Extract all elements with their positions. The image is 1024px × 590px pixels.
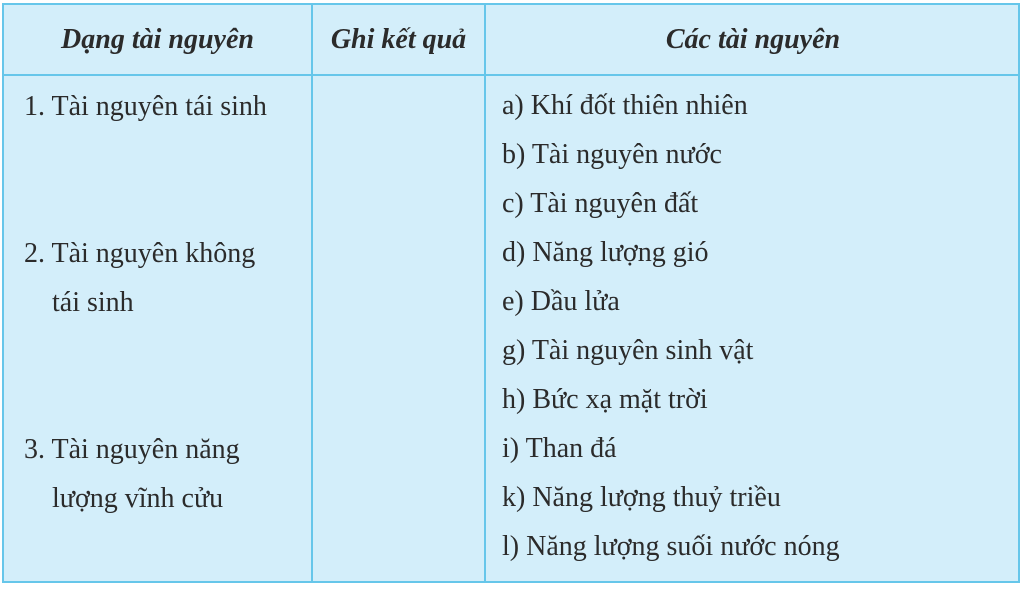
resource-item: g) Tài nguyên sinh vật — [502, 335, 754, 366]
resource-item: l) Năng lượng suối nước nóng — [502, 531, 840, 562]
column-divider — [484, 5, 486, 581]
resource-item: h) Bức xạ mặt trời — [502, 384, 708, 415]
resource-type-1: 1. Tài nguyên tái sinh — [24, 91, 267, 122]
header-result: Ghi kết quả — [330, 23, 467, 55]
resource-item: k) Năng lượng thuỷ triều — [502, 482, 781, 513]
header-divider — [4, 74, 1018, 76]
resource-item: b) Tài nguyên nước — [502, 139, 722, 170]
resource-table — [2, 3, 1020, 583]
column-divider — [311, 5, 313, 581]
resource-type-2: 2. Tài nguyên không — [24, 238, 256, 269]
resource-item: a) Khí đốt thiên nhiên — [502, 90, 748, 121]
resource-type-3: 3. Tài nguyên năng — [24, 434, 240, 465]
header-resource-type: Dạng tài nguyên — [61, 23, 254, 55]
resource-item: d) Năng lượng gió — [502, 237, 709, 268]
resource-item: i) Than đá — [502, 433, 617, 464]
resource-type-3-cont: lượng vĩnh cửu — [52, 483, 224, 514]
resource-list — [502, 81, 840, 571]
resource-item: c) Tài nguyên đất — [502, 188, 699, 219]
header-resources: Các tài nguyên — [665, 23, 841, 55]
resource-item: e) Dầu lửa — [502, 286, 620, 317]
resource-type-2-cont: tái sinh — [52, 287, 134, 318]
